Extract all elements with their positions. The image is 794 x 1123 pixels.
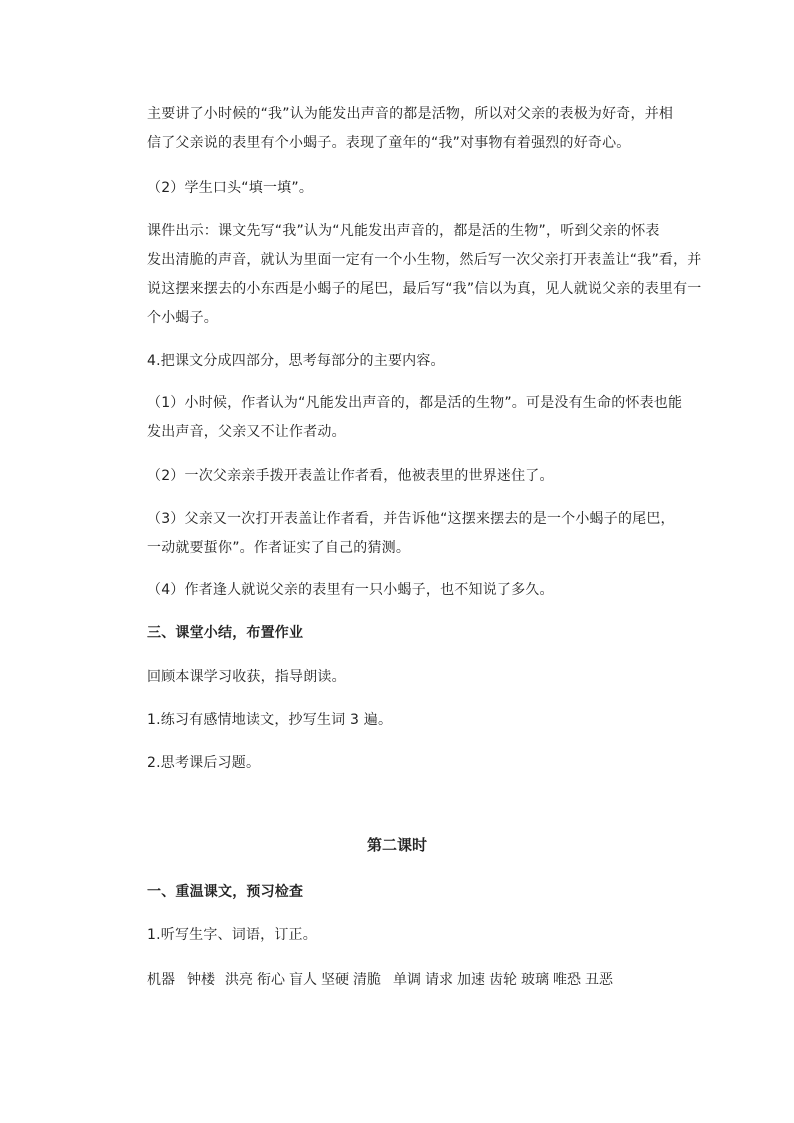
vocabulary-word: 唯恐 bbox=[553, 972, 581, 988]
vocabulary-word: 盲人 bbox=[289, 972, 317, 988]
vocabulary-word: 请求 bbox=[425, 972, 453, 988]
part-1-line-1: （1）小时候，作者认为“凡能发出声音的，都是活的生物”。可是没有生命的怀表也能 bbox=[147, 395, 683, 411]
part-2: （2）一次父亲亲手拨开表盖让作者看，他被表里的世界迷住了。 bbox=[147, 468, 554, 484]
vocabulary-word: 玻璃 bbox=[521, 972, 549, 988]
vocabulary-word: 清脆 bbox=[353, 972, 381, 988]
vocabulary-list bbox=[147, 966, 613, 995]
vocabulary-word: 衔心 bbox=[257, 972, 285, 988]
homework-1: 1.练习有感情地读文，抄写生词 3 遍。 bbox=[147, 712, 393, 728]
part-3-paragraph bbox=[147, 505, 677, 563]
dictation-instruction: 1.听写生字、词语，订正。 bbox=[147, 927, 317, 943]
vocabulary-word: 单调 bbox=[393, 972, 421, 988]
courseware-line-1: 课件出示：课文先写“我”认为“凡能发出声音的，都是活的生物”，听到父亲的怀表 bbox=[147, 223, 660, 239]
vocabulary-word: 齿轮 bbox=[489, 972, 517, 988]
lesson-2-title: 第二课时 bbox=[366, 836, 427, 854]
part-3-line-2: 一动就要蜇你”。作者证实了自己的猜测。 bbox=[147, 540, 411, 556]
homework-2: 2.思考课后习题。 bbox=[147, 755, 261, 771]
part-3-line-1: （3）父亲又一次打开表盖让作者看，并告诉他“这摆来摆去的是一个小蝎子的尾巴， bbox=[147, 511, 675, 527]
courseware-line-2: 发出清脆的声音，就认为里面一定有一个小生物，然后写一次父亲打开表盖让“我”看，并 bbox=[147, 252, 702, 268]
vocabulary-word: 加速 bbox=[457, 972, 485, 988]
vocabulary-word: 坚硬 bbox=[321, 972, 349, 988]
part-1-paragraph bbox=[147, 389, 683, 447]
courseware-line-3: 说这摆来摆去的小东西是小蝎子的尾巴，最后写“我”信以为真，见人就说父亲的表里有一 bbox=[147, 281, 702, 297]
vocabulary-word: 钟楼 bbox=[187, 972, 215, 988]
part-1-line-2: 发出声音，父亲又不让作者动。 bbox=[147, 424, 346, 440]
summary-line-2: 信了父亲说的表里有个小蝎子。表现了童年的“我”对事物有着强烈的好奇心。 bbox=[147, 135, 631, 151]
summary-line-1: 主要讲了小时候的“我”认为能发出声音的都是活物，所以对父亲的表极为好奇，并相 bbox=[147, 106, 674, 122]
section-1-heading: 一、重温课文，预习检查 bbox=[147, 884, 304, 900]
step-4: 4.把课文分成四部分，思考每部分的主要内容。 bbox=[147, 353, 445, 369]
vocabulary-word: 丑恶 bbox=[585, 972, 613, 988]
summary-paragraph bbox=[147, 100, 677, 158]
part-4: （4）作者逢人就说父亲的表里有一只小蝎子，也不知说了多久。 bbox=[147, 582, 554, 598]
step-2-oral: （2）学生口头“填一填”。 bbox=[147, 180, 314, 196]
courseware-line-4: 个小蝎子。 bbox=[147, 310, 218, 326]
vocabulary-word: 洪亮 bbox=[225, 972, 253, 988]
vocabulary-word: 机器 bbox=[147, 972, 175, 988]
courseware-paragraph bbox=[147, 217, 702, 333]
review-text: 回顾本课学习收获，指导朗读。 bbox=[147, 669, 346, 685]
section-3-heading: 三、课堂小结，布置作业 bbox=[147, 625, 304, 641]
